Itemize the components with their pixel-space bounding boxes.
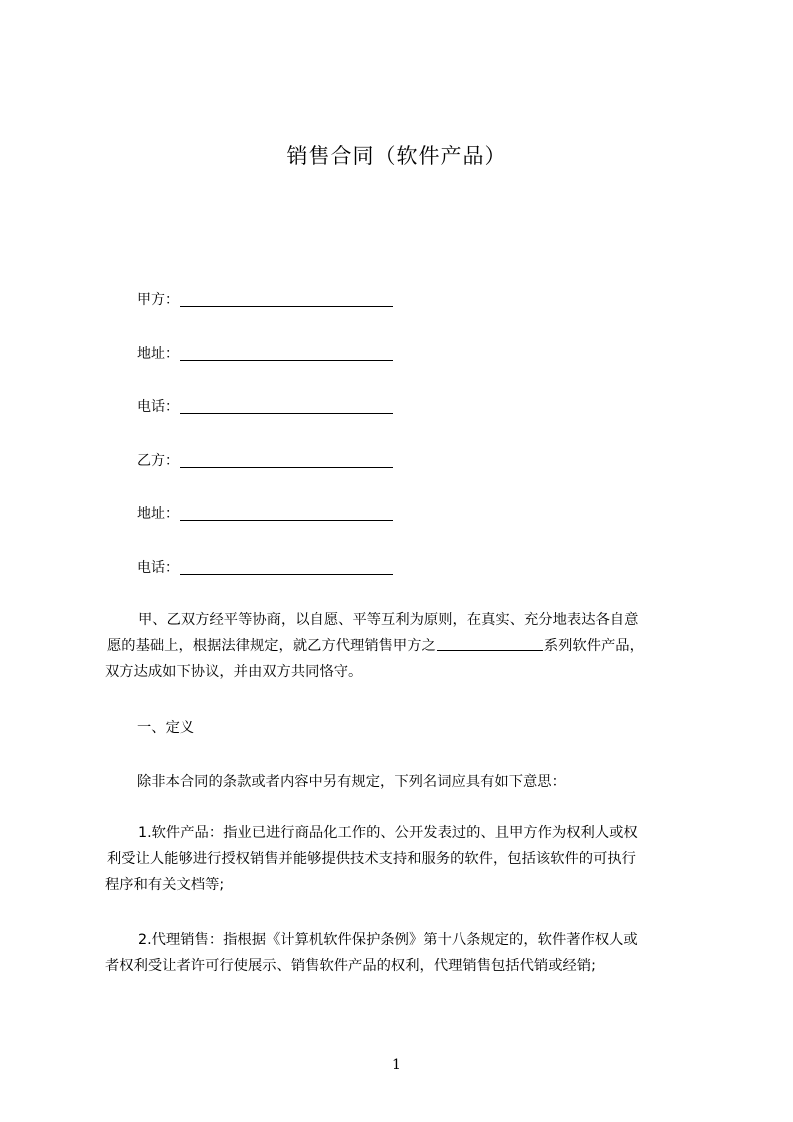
definition-item-2 bbox=[105, 927, 691, 979]
contract-title: 销售合同（软件产品） bbox=[286, 144, 507, 168]
definition-item-1-line-3: 程序和有关文档等; bbox=[105, 877, 225, 893]
party-b-address-label: 地址： bbox=[137, 506, 179, 522]
page-number: 1 bbox=[392, 1057, 401, 1073]
section-1-intro: 除非本合同的条款或者内容中另有规定，下列名词应具有如下意思： bbox=[137, 774, 566, 790]
definition-item-1-line-2: 利受让人能够进行授权销售并能够提供技术支持和服务的软件，包括该软件的可执行 bbox=[107, 851, 636, 867]
definition-item-1-line-1: 1.软件产品：指业已进行商品化工作的、公开发表过的、且甲方作为权利人或权 bbox=[138, 825, 638, 841]
preamble-line-2-after: 系列软件产品， bbox=[543, 638, 644, 654]
party-b-label: 乙方： bbox=[137, 453, 179, 469]
party-b-phone-label: 电话： bbox=[137, 560, 179, 576]
preamble-line-2 bbox=[105, 633, 691, 659]
preamble-paragraph bbox=[105, 607, 691, 685]
party-b-phone-blank bbox=[180, 557, 393, 575]
party-a-blank bbox=[180, 289, 393, 307]
party-b-blank bbox=[180, 450, 393, 468]
definition-item-1 bbox=[105, 820, 691, 898]
preamble-line-3: 双方达成如下协议，并由双方共同恪守。 bbox=[105, 664, 363, 680]
party-b-address-field bbox=[137, 503, 393, 525]
party-a-phone-label: 电话： bbox=[137, 399, 179, 415]
party-b-phone-field bbox=[137, 557, 393, 579]
definition-item-2-line-1: 2.代理销售：指根据《计算机软件保护条例》第十八条规定的，软件著作权人或 bbox=[138, 932, 638, 948]
party-a-phone-blank bbox=[180, 396, 393, 414]
preamble-line-2-before: 愿的基础上，根据法律规定，就乙方代理销售甲方之 bbox=[107, 638, 436, 654]
party-a-label: 甲方： bbox=[137, 292, 179, 308]
party-b-field bbox=[137, 450, 393, 472]
party-a-field bbox=[137, 289, 393, 311]
party-a-address-label: 地址： bbox=[137, 346, 179, 362]
section-1-heading: 一、定义 bbox=[137, 720, 195, 736]
product-name-blank bbox=[437, 633, 543, 651]
party-a-address-field bbox=[137, 343, 393, 365]
party-a-address-blank bbox=[180, 343, 393, 361]
party-b-address-blank bbox=[180, 503, 393, 521]
preamble-line-1: 甲、乙双方经平等协商，以自愿、平等互利为原则，在真实、充分地表达各自意 bbox=[138, 612, 639, 628]
party-a-phone-field bbox=[137, 396, 393, 418]
definition-item-2-line-2: 者权利受让者许可行使展示、销售软件产品的权利，代理销售包括代销或经销; bbox=[105, 958, 596, 974]
